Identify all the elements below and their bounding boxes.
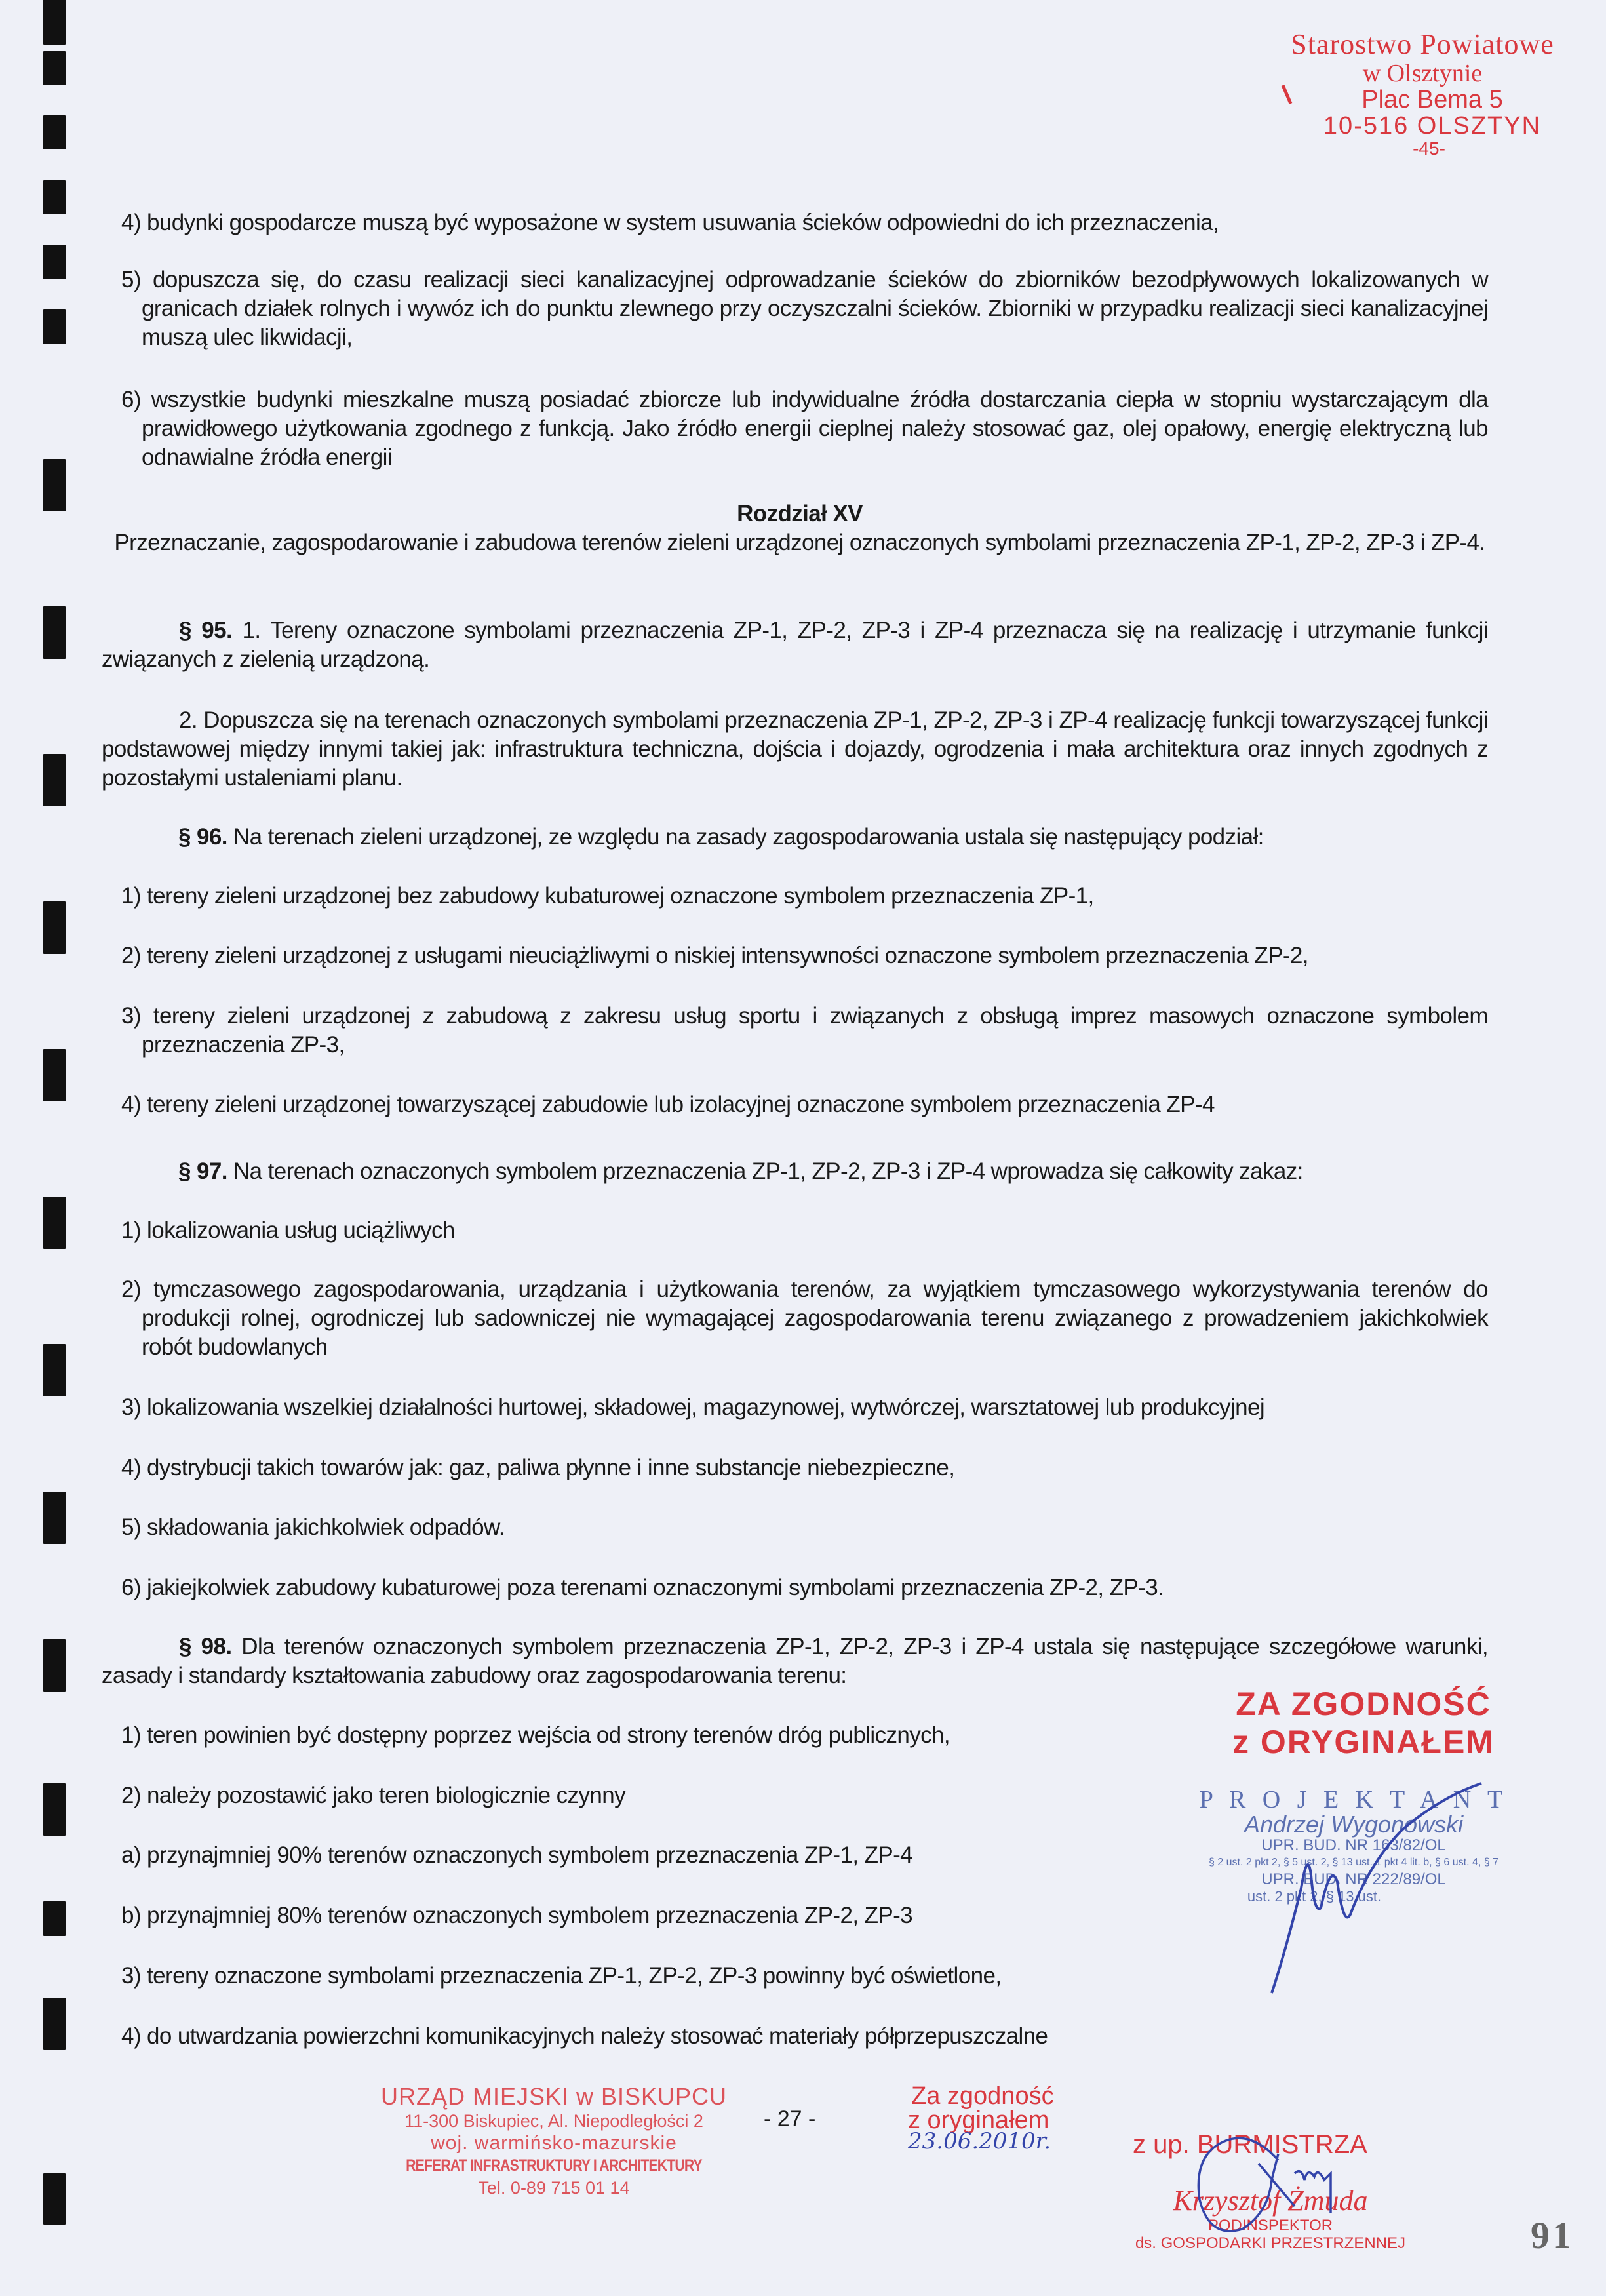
section-96-item: 4) tereny zieleni urządzonej towarzyszącej zabudowie lub izolacyjnej oznaczone symbolem przeznaczenia ZP-4 <box>121 1092 1215 1117</box>
section-96-label: § 96. <box>178 824 227 850</box>
paragraph-item-5 <box>121 266 1488 352</box>
section-96-item <box>121 1002 1488 1059</box>
binding-hole <box>43 606 66 659</box>
stamp-starostwo-line3: Plac Bema 5 <box>1361 86 1503 113</box>
section-97-label: § 97. <box>178 1158 227 1184</box>
stamp-projektant-line2: § 2 ust. 2 pkt 2, § 5 ust. 2, § 13 ust. 1 pkt 4 lit. b, § 6 ust. 4, § 7 <box>1208 1857 1499 1868</box>
stamp-projektant-line3: UPR. BUD. NR 222/89/OL <box>1261 1870 1446 1888</box>
binding-hole <box>43 245 66 279</box>
section-98 <box>102 1633 1488 1690</box>
section-98-label: § 98. <box>179 1634 232 1659</box>
section-97-item: 3) lokalizowania wszelkiej działalności hurtowej, składowej, magazynowej, wytwórczej, warsztatowej lub produkcyjnej <box>121 1395 1265 1420</box>
stamp-za-zgodnosc <box>1219 1685 1508 1761</box>
section-96-text: Na terenach zieleni urządzonej, ze względu na zasady zagospodarowania ustala się następujący podział: <box>227 824 1264 850</box>
section-97-item: 6) jakiejkolwiek zabudowy kubaturowej poza terenami oznaczonymi symbolami przeznaczenia ZP-2, ZP-3. <box>121 1575 1164 1600</box>
binding-hole <box>43 901 66 954</box>
stamp-urzad-line4: REFERAT INFRASTRUKTURY I ARCHITEKTURY <box>406 2156 702 2175</box>
sheet-number: 91 <box>1531 2214 1574 2257</box>
section-95-2 <box>102 706 1488 793</box>
section-96 <box>178 823 1489 852</box>
stamp-za-zgodnosc-oryginalem <box>908 2084 1124 2132</box>
paragraph-item-6 <box>121 386 1488 472</box>
binding-hole <box>43 1197 66 1249</box>
stamp-tick-mark <box>1282 84 1295 110</box>
binding-hole <box>43 1998 66 2050</box>
section-97-item: 4) dystrybucji takich towarów jak: gaz, paliwa płynne i inne substancje niebezpieczne, <box>121 1455 955 1480</box>
stamp-projektant-title: P R O J E K T A N T <box>1199 1786 1508 1813</box>
stamp-burmistrz-text: z up. BURMISTRZA <box>1133 2130 1367 2159</box>
section-98-item: a) przynajmniej 90% terenów oznaczonych symbolem przeznaczenia ZP-1, ZP-4 <box>121 1842 913 1868</box>
stamp-starostwo-line2: w Olsztynie <box>1362 60 1483 87</box>
chapter-subtitle: Przeznaczanie, zagospodarowanie i zabudowa terenów zieleni urządzonej oznaczonych symbolami przeznaczenia ZP-1, ZP-2, ZP-3 i ZP-4. <box>114 530 1485 555</box>
binding-hole <box>43 1783 66 1836</box>
stamp-burmistrz-line2: PODINSPEKTOR <box>1207 2217 1333 2234</box>
binding-hole <box>43 459 66 511</box>
stamp-projektant-line1: UPR. BUD. NR 163/82/OL <box>1261 1836 1446 1854</box>
binding-hole <box>43 1344 66 1396</box>
section-98-text: Dla terenów oznaczonych symbolem przeznaczenia ZP-1, ZP-2, ZP-3 i ZP-4 ustala się następujące szczegółowe warunki, zasady i standardy kształtowania zabudowy oraz zagospodarowania terenu: <box>102 1634 1488 1688</box>
stamp-urzad-line1: URZĄD MIEJSKI w BISKUPCU <box>380 2083 728 2110</box>
section-97-item-text: 2) tymczasowego zagospodarowania, urządzania i użytkowania terenów, za wyjątkiem tymczasowego wykorzystywania terenów do produkcji rolnej, ogrodniczej lub sadowniczej nie wymagającej zagospodarowania terenu związanego z prowadzeniem jakichkolwiek robót budowlanych <box>121 1277 1488 1360</box>
paragraph-item-4: 4) budynki gospodarcze muszą być wyposażone w system usuwania ścieków odpowiedni do ich przeznaczenia, <box>121 210 1219 235</box>
stamp-burmistrz-name: Krzysztof Żmuda <box>1173 2185 1368 2217</box>
stamp-urzad-line2: 11-300 Biskupiec, Al. Niepodległości 2 <box>404 2111 703 2131</box>
section-98-item: 1) teren powinien być dostępny poprzez wejścia od strony terenów dróg publicznych, <box>121 1722 950 1748</box>
binding-hole <box>43 51 66 85</box>
binding-hole <box>43 754 66 806</box>
binding-hole <box>43 0 66 45</box>
section-97 <box>178 1157 1489 1186</box>
stamp-za-zgodnosc-line2: z ORYGINAŁEM <box>1232 1724 1495 1760</box>
section-95-2-text: 2. Dopuszcza się na terenach oznaczonych symbolami przeznaczenia ZP-1, ZP-2, ZP-3 i ZP-4 realizację funkcji towarzyszącej funkcji podstawowej między innymi takiej jak: infrastruktura techniczna, dojścia i dojazdy, ogrodzenia i mała architektura oraz innych zgodnych z pozostałymi ustaleniami planu. <box>102 707 1488 791</box>
binding-hole <box>43 1049 66 1101</box>
stamp-burmistrz-line3: ds. GOSPODARKI PRZESTRZENNEJ <box>1135 2234 1406 2252</box>
signature-burmistrz <box>1180 2128 1350 2239</box>
binding-hole <box>43 1639 66 1692</box>
section-98-item: b) przynajmniej 80% terenów oznaczonych symbolem przeznaczenia ZP-2, ZP-3 <box>121 1903 913 1928</box>
binding-hole <box>43 115 66 149</box>
binding-hole <box>43 2173 66 2225</box>
stamp-urzad-miejski <box>374 2084 734 2199</box>
section-95-label: § 95. <box>179 618 233 643</box>
section-97-item: 5) składowania jakichkolwiek odpadów. <box>121 1514 505 1540</box>
stamp-za-zgodnosc-line1: ZA ZGODNOŚĆ <box>1236 1686 1491 1722</box>
paragraph-item-6-text: 6) wszystkie budynki mieszkalne muszą posiadać zbiorcze lub indywidualne źródła dostarczania ciepła w stopniu wystarczającym dla prawidłowego użytkowania zgodnego z funkcją. Jako źródło energii cieplnej należy stosować gaz, olej opałowy, energię elektryczną lub odnawialne źródła energii <box>121 387 1488 470</box>
binding-hole <box>43 1492 66 1544</box>
stamp-urzad-line3: woj. warmińsko-mazurskie <box>431 2132 677 2154</box>
stamp-za-line1: Za zgodność <box>911 2082 1054 2110</box>
stamp-starostwo-line4: 10-516 OLSZTYN <box>1323 112 1542 140</box>
section-95-1 <box>102 616 1488 674</box>
signature-projektant <box>1272 1783 1495 2000</box>
stamp-projektant-name: Andrzej Wygonowski <box>1244 1811 1464 1838</box>
section-98-item: 2) należy pozostawić jako teren biologicznie czynny <box>121 1783 625 1808</box>
section-97-item <box>121 1275 1488 1362</box>
binding-hole <box>43 180 66 214</box>
paragraph-item-5-text: 5) dopuszcza się, do czasu realizacji sieci kanalizacyjnej odprowadzanie ścieków do zbiorników bezodpływowych lokalizowanych w granicach działek rolnych i wywóz ich do punktu zlewnego przy oczyszczalni ścieków. Zbiorniki w przypadku realizacji sieci kanalizacyjnej muszą ulec likwidacji, <box>121 267 1488 350</box>
page-number: - 27 - <box>764 2107 816 2131</box>
section-96-item-text: 3) tereny zieleni urządzonej z zabudową z zakresu usług sportu i związanych z obsługą imprez masowych oznaczone symbolem przeznaczenia ZP-3, <box>121 1003 1488 1058</box>
section-98-item: 4) do utwardzania powierzchni komunikacyjnych należy stosować materiały półprzepuszczalne <box>121 2023 1048 2049</box>
stamp-starostwo <box>1265 29 1580 159</box>
stamp-starostwo-line1: Starostwo Powiatowe <box>1291 28 1554 60</box>
binding-hole <box>43 309 66 344</box>
section-95-1-text: 1. Tereny oznaczone symbolami przeznaczenia ZP-1, ZP-2, ZP-3 i ZP-4 przeznacza się na realizację i utrzymanie funkcji związanych z zielenią urządzoną. <box>102 618 1488 672</box>
section-97-text: Na terenach oznaczonych symbolem przeznaczenia ZP-1, ZP-2, ZP-3 i ZP-4 wprowadza się całkowity zakaz: <box>227 1158 1303 1184</box>
stamp-za-line2: z oryginałem <box>908 2107 1049 2134</box>
chapter-title: Rozdział XV <box>737 501 863 526</box>
stamp-starostwo-line5: -45- <box>1413 138 1445 159</box>
section-98-item: 3) tereny oznaczone symbolami przeznaczenia ZP-1, ZP-2, ZP-3 powinny być oświetlone, <box>121 1963 1002 1989</box>
handwritten-date: 23.06.2010r. <box>908 2128 1051 2154</box>
stamp-projektant-line4: ust. 2 pkt 2, § 13 ust. <box>1247 1888 1382 1905</box>
section-96-item: 2) tereny zieleni urządzonej z usługami nieuciążliwymi o niskiej intensywności oznaczone symbolem przeznaczenia ZP-2, <box>121 943 1308 968</box>
section-97-item: 1) lokalizowania usług uciążliwych <box>121 1217 455 1243</box>
section-96-item: 1) tereny zieleni urządzonej bez zabudowy kubaturowej oznaczone symbolem przeznaczenia ZP-1, <box>121 883 1094 909</box>
stamp-urzad-line5: Tel. 0-89 715 01 14 <box>478 2178 630 2198</box>
binding-hole <box>43 1901 66 1936</box>
